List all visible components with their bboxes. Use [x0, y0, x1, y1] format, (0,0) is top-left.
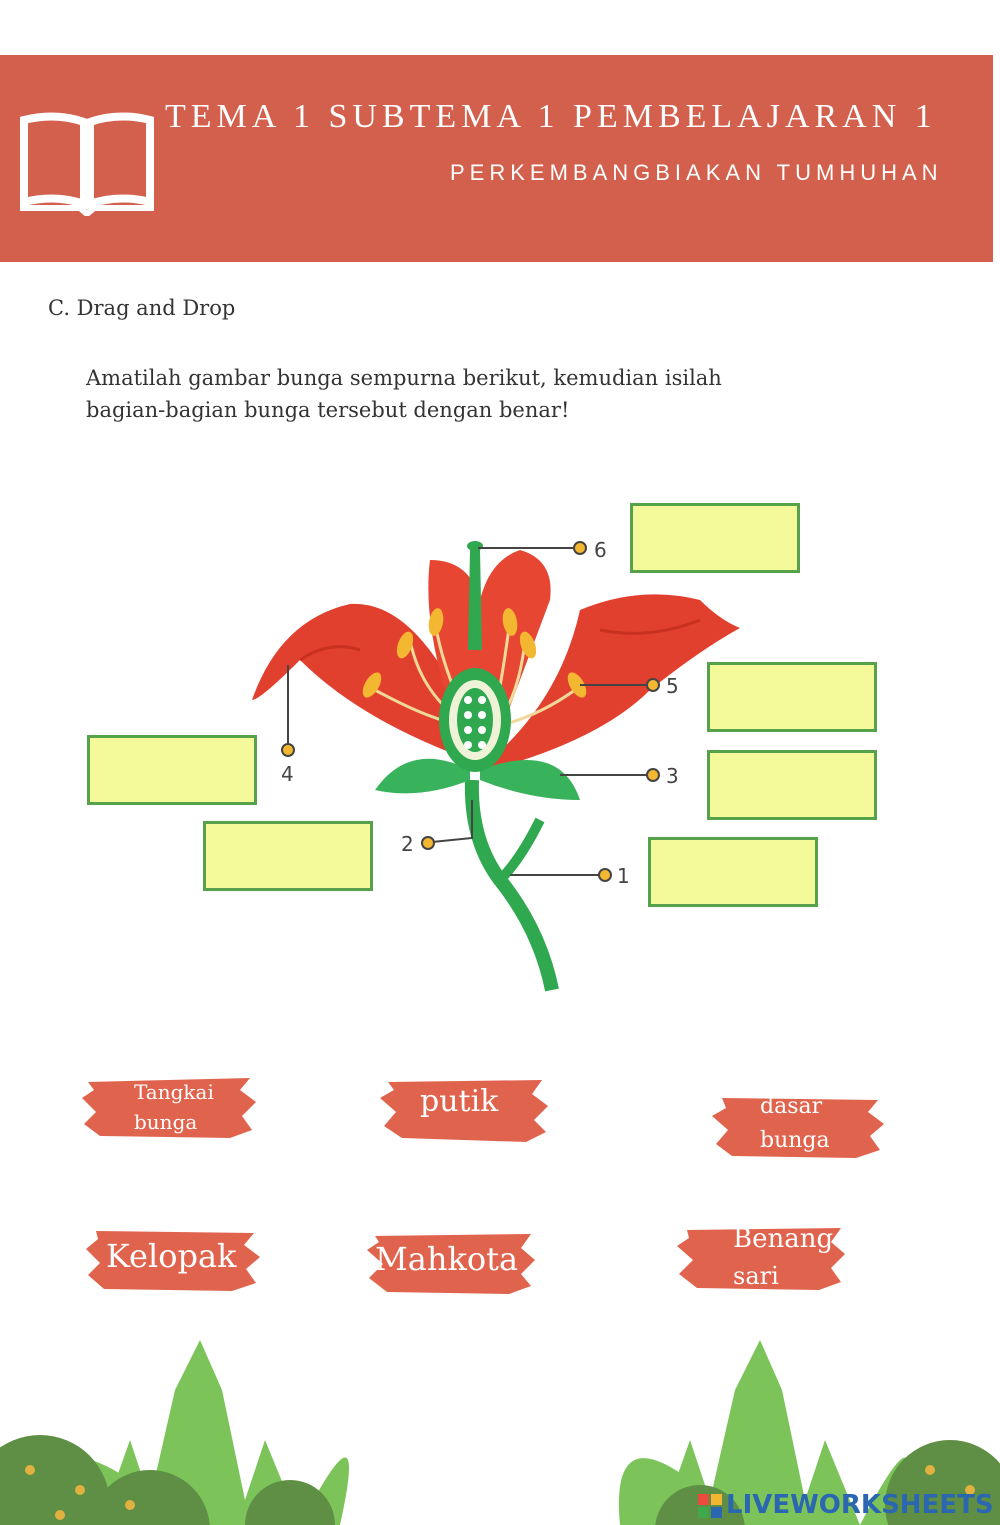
instruction-text [86, 362, 886, 426]
open-book-icon [18, 112, 156, 216]
tile-line-2: bunga [134, 1110, 198, 1134]
drop-box-2[interactable] [203, 821, 373, 891]
answer-tile-mahkota[interactable] [365, 1228, 537, 1296]
tile-line-2: sari [733, 1262, 779, 1290]
tile-line-1: Benang [733, 1224, 834, 1254]
drop-box-4[interactable] [87, 735, 257, 805]
answer-tile-putik[interactable] [378, 1076, 550, 1144]
drop-box-5[interactable] [707, 662, 877, 732]
tile-line-1: Kelopak [106, 1237, 237, 1275]
answer-tile-dasar-bunga[interactable] [710, 1090, 886, 1162]
label-number-1: 1 [617, 864, 630, 888]
label-number-4: 4 [281, 762, 294, 786]
tile-line-1: dasar [760, 1094, 823, 1119]
liveworksheets-logo-icon [698, 1494, 722, 1518]
answer-tile-tangkai-bunga[interactable] [80, 1072, 258, 1144]
footer-brand: LIVEWORKSHEETS [726, 1490, 994, 1520]
tile-line-2: bunga [760, 1128, 830, 1153]
instruction-line-2: bagian-bagian bunga tersebut dengan benar! [86, 398, 570, 422]
label-number-2: 2 [401, 832, 414, 856]
drop-box-6[interactable] [630, 503, 800, 573]
label-number-6: 6 [594, 538, 607, 562]
label-number-3: 3 [666, 764, 679, 788]
drop-box-3[interactable] [707, 750, 877, 820]
tile-line-1: Tangkai [134, 1080, 214, 1104]
flower-diagram [240, 530, 760, 1010]
header-subtitle: PERKEMBANGBIAKAN TUMHUHAN [450, 160, 943, 185]
answer-tile-benang-sari[interactable] [675, 1222, 847, 1292]
header-title: TEMA 1 SUBTEMA 1 PEMBELAJARAN 1 [165, 98, 937, 135]
instruction-line-1: Amatilah gambar bunga sempurna berikut, kemudian isilah [86, 366, 722, 390]
label-number-5: 5 [666, 674, 679, 698]
section-label: C. Drag and Drop [48, 296, 236, 320]
drop-box-1[interactable] [648, 837, 818, 907]
answer-tile-kelopak[interactable] [84, 1225, 262, 1293]
tile-line-1: Mahkota [375, 1240, 519, 1278]
tile-line-1: putik [420, 1084, 499, 1119]
